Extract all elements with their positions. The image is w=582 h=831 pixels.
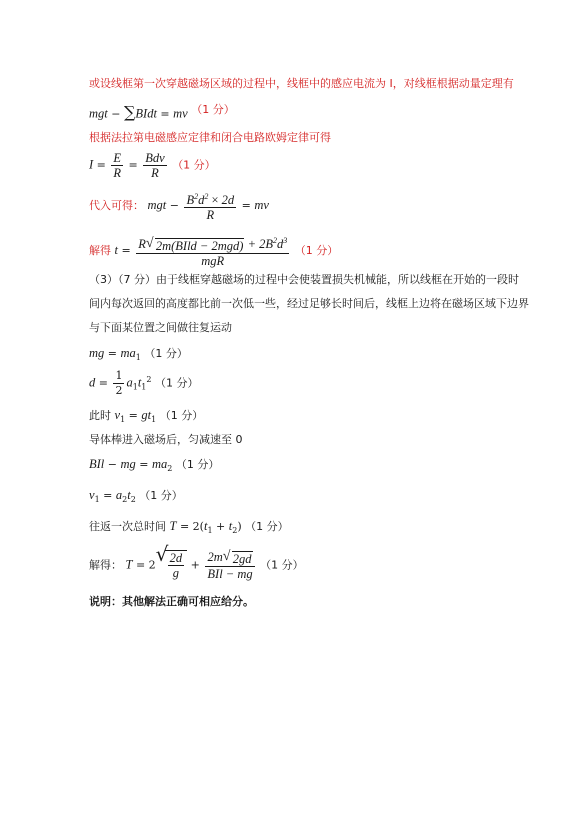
equation-momentum: mgt − ∑BIdt = mv （1 分） <box>89 102 235 122</box>
score-10: （1 分） <box>260 558 304 572</box>
equation-displacement: d = $\frac{1}{2}$ $a_1t_1^2$ （1 分） <box>89 369 199 397</box>
score-7: （1 分） <box>175 458 220 471</box>
label-cishi: 此时 <box>89 409 111 422</box>
label-wangfan: 往返一次总时间 <box>89 520 166 533</box>
equation-period: 往返一次总时间 $T = 2(t_1 + t_2)$ （1 分） <box>89 519 289 536</box>
score-8: （1 分） <box>139 489 183 502</box>
score-3: （1 分） <box>294 243 339 257</box>
label-solve: 解得 <box>89 243 111 257</box>
note-text: 说明：其他解法正确可相应给分。 <box>89 595 254 608</box>
para-3-line-3: 与下面某位置之间做往复运动 <box>89 321 232 334</box>
score-1: （1 分） <box>191 103 235 116</box>
equation-final-T: 解得： T = 2 √ $\frac{2d}{g}$ + 2m √ 2gd BIl − mg （1 分） <box>89 542 304 581</box>
equation-v1: 此时 $v_1 = gt_1$ （1 分） <box>89 408 204 425</box>
score-2: （1 分） <box>172 158 216 172</box>
equation-substituted: 代入可得： mgt − $\frac{B^2d^2 \times 2d}{R}$ = mv <box>89 192 269 223</box>
label-jiede: 解得： <box>89 558 122 572</box>
text-line-2: 根据法拉第电磁感应定律和闭合电路欧姆定律可得 <box>89 131 331 144</box>
score-9: （1 分） <box>245 520 289 533</box>
equation-mg-ma1: mg = $ma_1$ （1 分） <box>89 346 188 363</box>
score-5: （1 分） <box>154 376 199 390</box>
score-4: （1 分） <box>144 347 188 360</box>
para-3-line-2: 间内每次返回的高度都比前一次低一些，经过足够长时间后，线框上边将在磁场区域下边界 <box>89 297 529 310</box>
equation-current: I = $\frac{E}{R}$ = $\frac{\text{Bdv}}{R}$ （1 分） <box>89 151 216 180</box>
equation-solution-t: 解得 t = R √ 2m(BIld − $2mgd) + 2B^2d^3$ mgR （1 分） <box>89 235 339 268</box>
text-line-1: 或设线框第一次穿越磁场区域的过程中，线框中的感应电流为 I，对线框根据动量定理有 <box>89 77 514 90</box>
text-daoti: 导体棒进入磁场后，匀减速至 0 <box>89 433 243 446</box>
equation-bil: BIl − mg = $ma_2$ （1 分） <box>89 457 220 474</box>
label-substitute: 代入可得： <box>89 199 144 213</box>
equation-v1-a2t2: $v_1 = a_2t_2$ （1 分） <box>89 488 183 505</box>
para-3-line-1: （3）（7 分）由于线框穿越磁场的过程中会使装置损失机械能，所以线框在开始的一段时 <box>89 273 519 286</box>
score-6: （1 分） <box>159 409 204 422</box>
